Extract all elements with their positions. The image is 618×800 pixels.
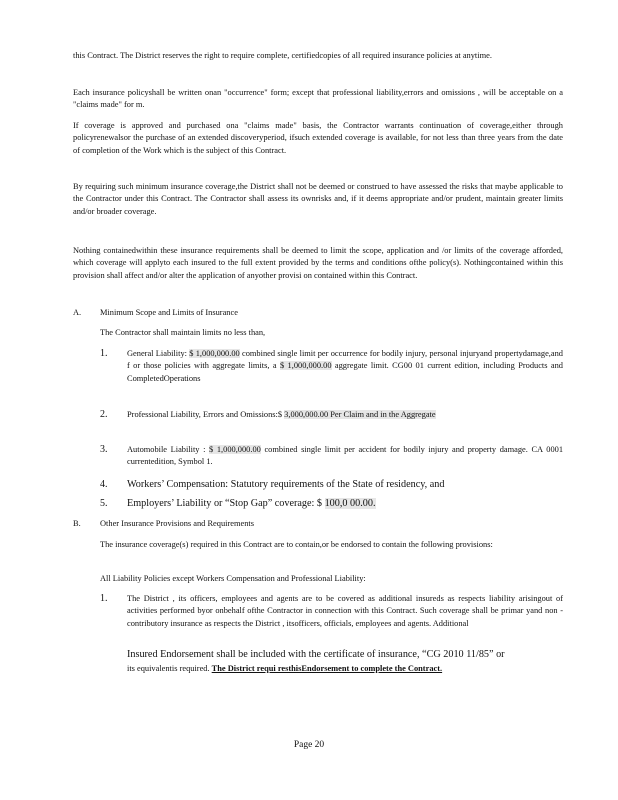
section-b-letter: B.: [73, 519, 81, 528]
item-1-number: 1.: [100, 348, 108, 359]
item-general-liability: [127, 348, 563, 385]
item-additional-insureds: [127, 593, 563, 630]
item-3-number: 3.: [100, 444, 108, 455]
additional-insureds-text: The District , its officers, employees and agents are to be covered as additional insureds as respects liability arisingout of activities performed byor onbehalf ofthe Contractor in connection with this Contract. Such coverage shall be primar yand non -contributory insurance as respects the District , itsofficers, officials, employees and agents. Additional: [127, 594, 563, 628]
endorsement-requirement: [127, 663, 563, 675]
endorsement-required-bold: The District requi resthisEndorsement to complete the Contract.: [211, 664, 443, 673]
employers-liability-amount: 100,0 00.00.: [324, 498, 376, 509]
paragraph-claims-made: If coverage is approved and purchased ona "claims made" basis, the Contractor warrants continuation of coverage,either through policyrenewalsor the purchase of an extended discoveryperiod, ifsuch extended coverage is available, for not less than three years from the date of completion of the Work which is the subject of this Contract.: [73, 121, 563, 155]
automobile-liability-text-1: Automobile Liability :: [127, 445, 210, 454]
section-a-letter: A.: [73, 308, 82, 317]
paragraph-occurrence-form: Each insurance policyshall be written onan "occurrence" form; except that professional liability,errors and omissions , will be acceptable on a "claims made" for m.: [73, 88, 563, 110]
automobile-liability-amount: $ 1,000,000.00: [209, 445, 261, 454]
paragraph-certified-copies: this Contract. The District reserves the right to require complete, certifiedcopies of all required insurance policies at anytime.: [73, 51, 492, 60]
general-liability-aggregate-amount: $ 1,000,000.00: [279, 361, 332, 371]
automobile-liability-text-2: combined single limit per accident for bodily injury and property damage. CA 0001 currentedition, Symbol 1.: [127, 445, 564, 467]
general-liability-text-1: General Liability:: [127, 349, 190, 358]
item-workers-compensation: Workers’ Compensation: Statutory requirements of the State of residency, and: [127, 479, 445, 490]
item-employers-liability: [127, 497, 563, 510]
item-2-number: 2.: [100, 409, 108, 420]
item-b1-number: 1.: [100, 593, 108, 604]
general-liability-text-3: aggregate limit. CG00 01 current edition, including Products and CompletedOperations: [127, 361, 563, 383]
professional-liability-amount: 3,000,000.00 Per Claim and in the Aggregate: [284, 410, 436, 419]
all-liability-policies: All Liability Policies except Workers Compensation and Professional Liability:: [100, 574, 366, 583]
section-a-intro: The Contractor shall maintain limits no less than,: [100, 328, 266, 337]
section-b-intro: The insurance coverage(s) required in this Contract are to contain,or be endorsed to contain the following provisions:: [100, 540, 493, 549]
general-liability-amount: $ 1,000,000.00: [189, 349, 240, 358]
endorsement-certificate-line: Insured Endorsement shall be included with the certificate of insurance, “CG 2010 11/85” or: [127, 649, 505, 660]
paragraph-nothing-contained: Nothing containedwithin these insurance requirements shall be deemed to limit the scope, application and /or limits of the coverage afforded, which coverage will applyto each insured to the full extent provided by the terms and conditions ofthe policy(s). Nothingcontained within this provision shall affect and/or alter the application of anyother provisi on contained within this Contract.: [73, 246, 563, 280]
general-liability-text-2: combined single limit per occurrence for bodily injury, personal injuryand propertydamage,and f or those policies with aggregate limits, a: [127, 349, 563, 371]
item-5-number: 5.: [100, 498, 108, 509]
item-4-number: 4.: [100, 479, 108, 490]
employers-liability-text: Employers’ Liability or “Stop Gap” coverage: $: [127, 498, 325, 509]
section-a-title: Minimum Scope and Limits of Insurance: [100, 308, 238, 317]
item-automobile-liability: [127, 444, 563, 469]
professional-liability-text: Professional Liability, Errors and Omissions:$: [127, 410, 285, 419]
endorsement-equivalent-text: its equivalentis required.: [127, 664, 212, 673]
paragraph-minimum-coverage: By requiring such minimum insurance coverage,the District shall not be deemed or construed to have assessed the risks that maybe applicable to the Contractor under this Contract. The Contractor shall assess its ownrisks and, if it deems appropriate and/or prudent, maintain greater limits and/or broader coverage.: [73, 182, 563, 216]
page-number: Page 20: [293, 740, 325, 750]
item-professional-liability: [127, 409, 563, 421]
section-b-title: Other Insurance Provisions and Requirements: [100, 519, 254, 528]
